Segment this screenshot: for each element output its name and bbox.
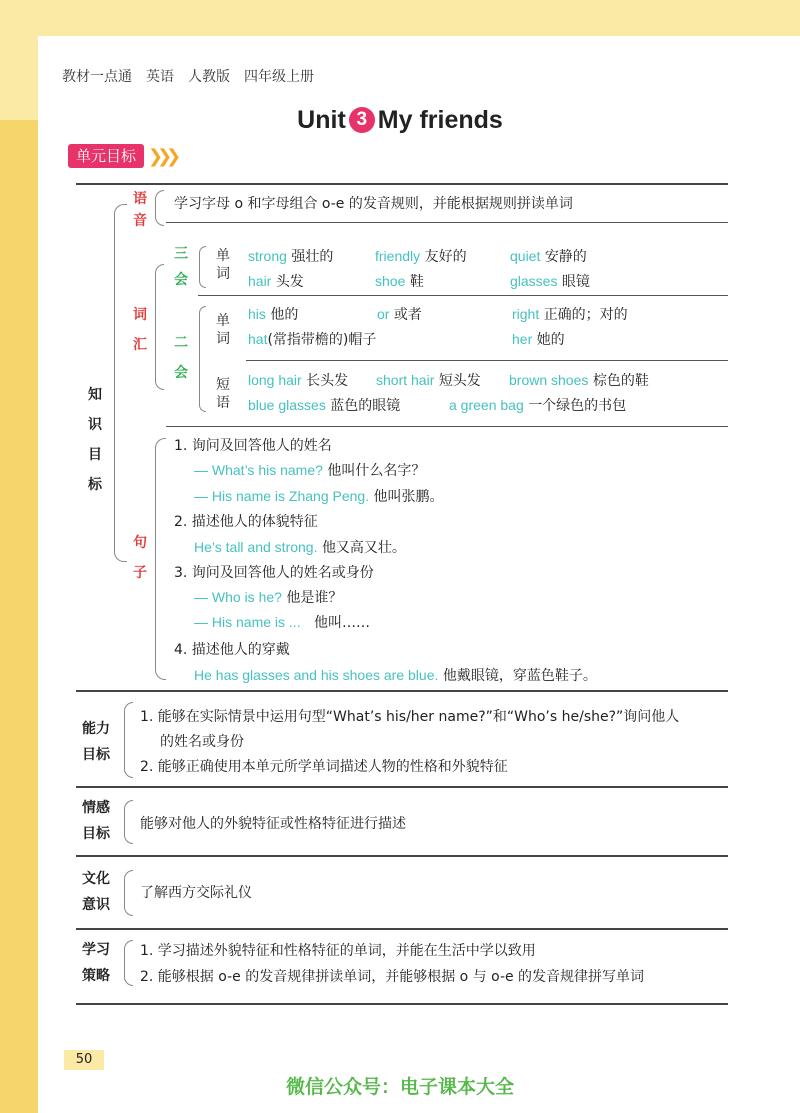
rule-ability-end <box>76 786 728 788</box>
sentence-example: — His name is Zhang Peng. 他叫张鹏。 <box>194 488 444 505</box>
vocab-word: shoe 鞋 <box>375 273 424 290</box>
unit-title-prefix: Unit <box>297 106 346 134</box>
sentence-example: — His name is ... 他叫…… <box>194 614 370 631</box>
vocab-phrase: a green bag 一个绿色的书包 <box>449 397 627 414</box>
vocab-label: 词 汇 <box>133 307 147 353</box>
erhui-label: 二 会 <box>174 335 188 381</box>
culture-text: 了解西方交际礼仪 <box>140 885 252 901</box>
erhui-words-type: 单 词 <box>216 313 230 347</box>
unit-title-text: My friends <box>377 106 503 134</box>
chevron-right-icon: ❯❯❯ <box>148 146 176 167</box>
vocab-word: hair 头发 <box>248 273 304 290</box>
sentence-heading: 4. 描述他人的穿戴 <box>174 642 290 658</box>
strategy-label: 学习 策略 <box>82 942 110 984</box>
sentences-label: 句 子 <box>133 535 147 581</box>
sentence-heading: 3. 询问及回答他人的姓名或身份 <box>174 565 374 581</box>
vocab-word: hat(常指带檐的)帽子 <box>248 331 377 348</box>
culture-label: 文化 意识 <box>82 871 110 913</box>
strategy-line: 1. 学习描述外貌特征和性格特征的单词，并能在生活中学以致用 <box>140 943 536 959</box>
sanhui-type: 单 词 <box>216 248 230 282</box>
running-header: 教材一点通 英语 人教版 四年级上册 <box>62 69 314 85</box>
watermark-text: 微信公众号：电子课本大全 <box>285 1076 514 1098</box>
unit-goals-badge: 单元目标 <box>68 144 144 168</box>
sentence-heading: 2. 描述他人的体貌特征 <box>174 514 318 530</box>
sentence-example: — Who is he? 他是谁？ <box>194 589 343 606</box>
vocab-phrase: brown shoes 棕色的鞋 <box>509 372 649 389</box>
vocab-phrase: blue glasses 蓝色的眼镜 <box>248 397 401 414</box>
sentence-heading: 1. 询问及回答他人的姓名 <box>174 438 332 454</box>
unit-number-badge: 3 <box>349 107 375 133</box>
pronunciation-brace <box>155 190 164 226</box>
sentence-example: He has glasses and his shoes are blue. 他戴眼镜，穿蓝色鞋子。 <box>194 667 597 684</box>
vocab-word: strong 强壮的 <box>248 248 334 265</box>
rule-culture-end <box>76 928 728 930</box>
table-bottom-rule <box>76 1003 728 1005</box>
emotion-brace <box>124 800 133 844</box>
ability-line: 2. 能够正确使用本单元所学单词描述人物的性格和外貌特征 <box>140 759 508 775</box>
strategy-brace <box>124 940 133 986</box>
sentences-brace <box>155 438 166 680</box>
rule-erhui-words <box>246 360 728 361</box>
rule-sanhui <box>198 295 728 296</box>
vocab-word: quiet 安静的 <box>510 248 587 265</box>
rule-knowledge-end <box>76 690 728 692</box>
vocab-brace <box>155 264 164 390</box>
ability-line: 的姓名或身份 <box>160 734 244 750</box>
unit-title <box>0 106 800 135</box>
pronunciation-label: 语 音 <box>133 191 147 229</box>
sentence-example: He’s tall and strong. 他又高又壮。 <box>194 539 406 556</box>
erhui-brace <box>199 306 206 412</box>
sanhui-brace <box>199 246 206 288</box>
vocab-word: glasses 眼镜 <box>510 273 590 290</box>
ability-brace <box>124 702 133 778</box>
vocab-word: or 或者 <box>377 306 422 323</box>
vocab-phrase: long hair 长头发 <box>248 372 349 389</box>
strategy-line: 2. 能够根据 o-e 的发音规律拼读单词，并能够根据 o 与 o-e 的发音规律拼写单词 <box>140 969 645 985</box>
page-edge-tint <box>0 120 38 1113</box>
pronunciation-text: 学习字母 o 和字母组合 o-e 的发音规则，并能根据规则拼读单词 <box>174 196 573 212</box>
table-top-rule <box>76 183 728 185</box>
culture-brace <box>124 870 133 916</box>
sentence-example: — What’s his name? 他叫什么名字？ <box>194 462 426 479</box>
vocab-phrase: short hair 短头发 <box>376 372 481 389</box>
sanhui-label: 三 会 <box>174 246 188 288</box>
vocab-word: right 正确的；对的 <box>512 306 628 323</box>
rule-pronunciation <box>166 222 728 223</box>
erhui-phrases-type: 短 语 <box>216 377 230 411</box>
ability-label: 能力 目标 <box>82 721 110 763</box>
knowledge-brace <box>114 204 127 562</box>
knowledge-label: 知 识 目 标 <box>88 387 102 493</box>
vocab-word: her 她的 <box>512 331 565 348</box>
emotion-label: 情感 目标 <box>82 800 110 842</box>
vocab-word: friendly 友好的 <box>375 248 467 265</box>
vocab-word: his 他的 <box>248 306 299 323</box>
ability-line: 1. 能够在实际情景中运用句型“What’s his/her name?”和“Who’s he/she?”询问他人 <box>140 709 680 725</box>
emotion-text: 能够对他人的外貌特征或性格特征进行描述 <box>140 816 406 832</box>
rule-emotion-end <box>76 855 728 857</box>
page-number: 50 <box>64 1050 104 1070</box>
rule-vocab <box>166 426 728 427</box>
